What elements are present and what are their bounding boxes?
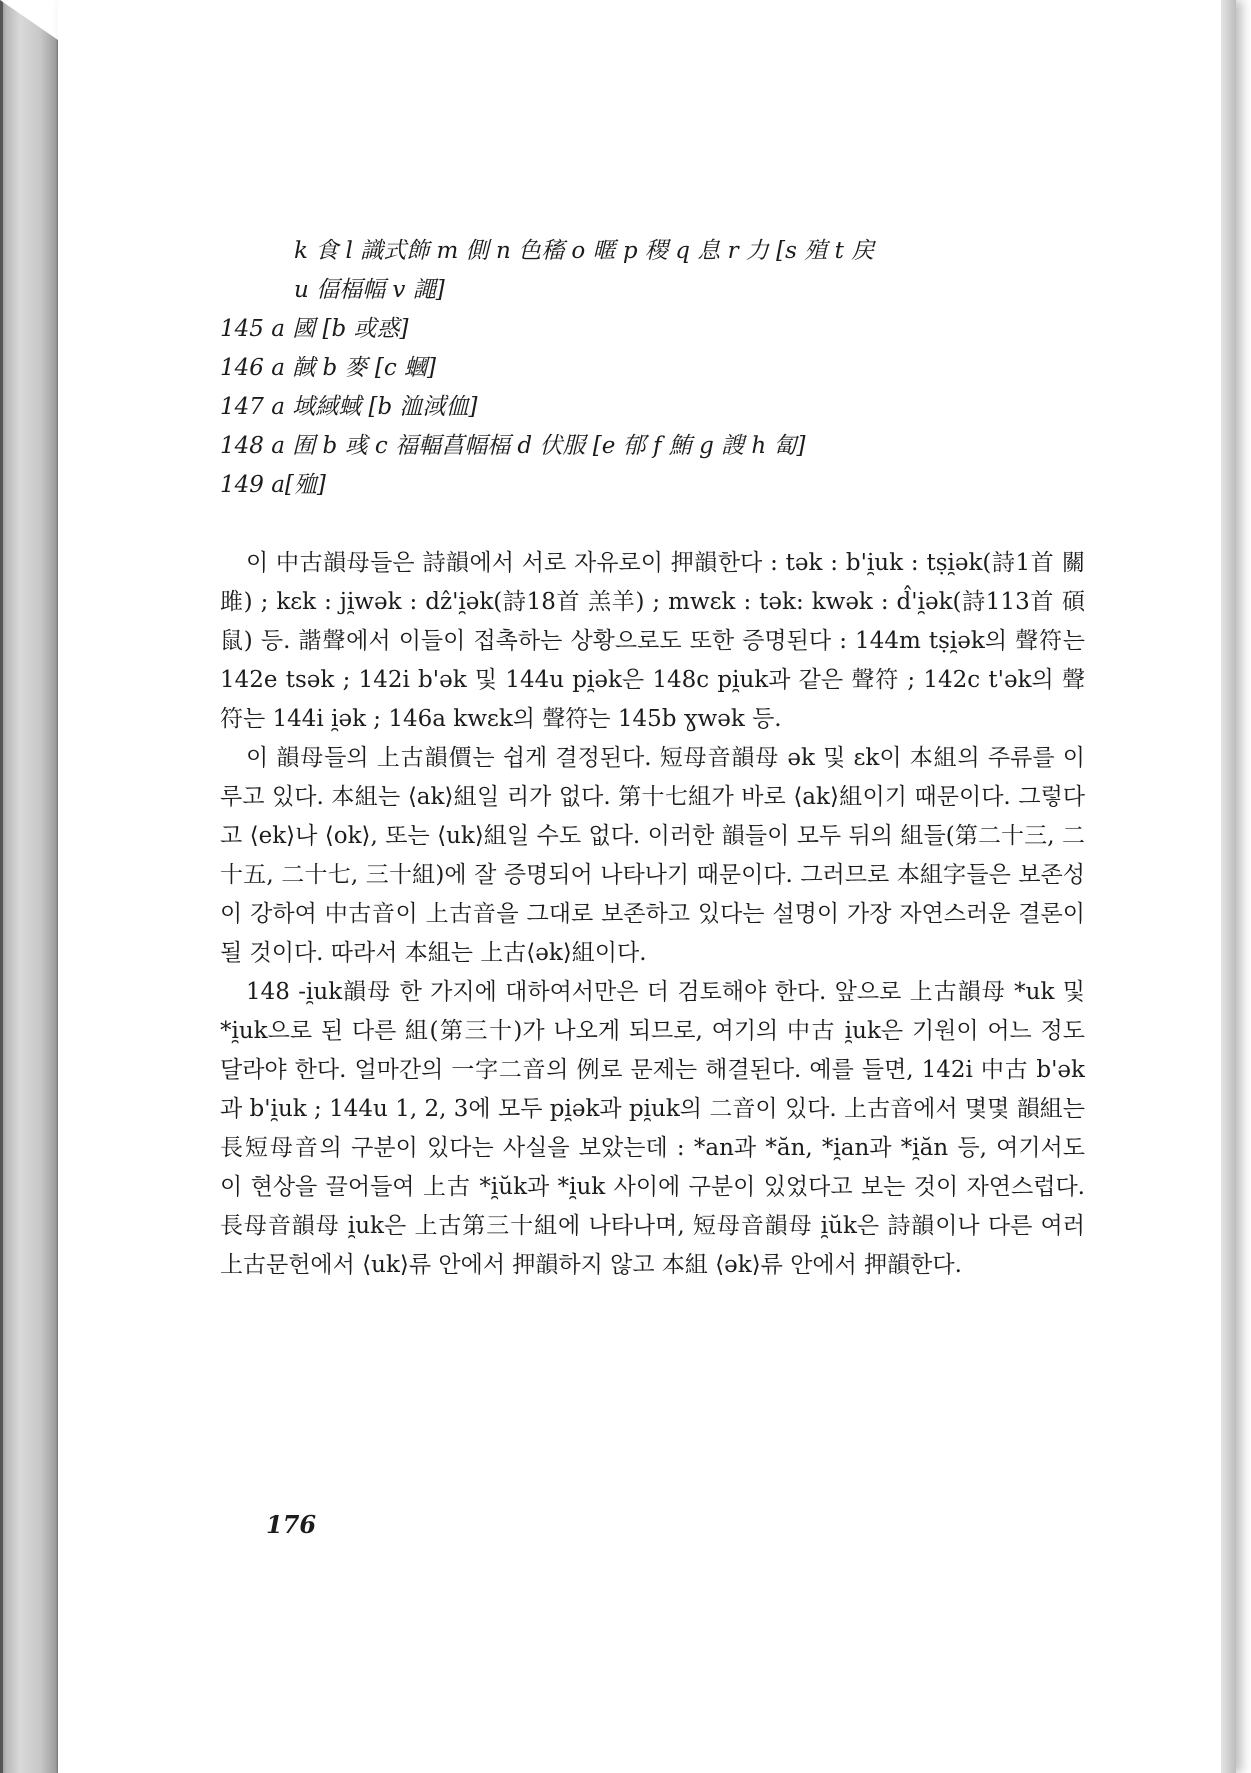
page-right-edge: [1221, 0, 1236, 1773]
page-number: 176: [266, 1510, 317, 1539]
entry-line: 147 a 域緎蜮 [b 洫淢侐]: [220, 394, 478, 420]
entry-line: 148 a 囿 b 彧 c 福輻菖幅楅 d 伏服 [e 郁 f 鮪 g 謏 h 匐]: [220, 433, 806, 459]
entry-line: k 食 l 識式飾 m 側 n 色稸 o 暱 p 稷 q 息 r 力 [s 殖 t 戻: [294, 238, 875, 264]
entry-line: u 偪楅幅 v 譝]: [294, 277, 445, 303]
entry-line: 149 a[殈]: [220, 472, 326, 498]
entry-line: 146 a 馘 b 麥 [c 蟈]: [220, 355, 437, 381]
page-content: [220, 232, 1085, 1285]
paragraph: 이 中古韻母들은 詩韻에서 서로 자유로이 押韻한다 : tək : b'i̯uk : tṣi̯ək(詩1首 關雎) ; kɛk : ji̯wək : dẑ'i̯ək(詩18首 羔羊) ; mwɛk : tək: kwək : d̂'i̯ək(詩113首 碩鼠) 등. 諧聲에서 이들이 접촉하는 상황으로도 또한 증명된다 : 144m tṣi̯ək의 聲符는 142e tsək ; 142i b'ək 및 144u pi̯ək은 148c pi̯uk과 같은 聲符 ; 142c t'ək의 聲符는 144i i̯ək ; 146a kwɛk의 聲符는 145b ɣwək 등.: [220, 550, 1085, 732]
page-stack-edge: [0, 0, 58, 1773]
entry-line: 145 a 國 [b 或惑]: [220, 316, 409, 342]
paragraph: 이 韻母들의 上古韻價는 쉽게 결정된다. 短母音韻母 ək 및 ɛk이 本組의 주류를 이루고 있다. 本組는 ⟨ak⟩組일 리가 없다. 第十七組가 바로 ⟨ak⟩組이기 때문이다. 그렇다고 ⟨ek⟩나 ⟨ok⟩, 또는 ⟨uk⟩組일 수도 없다. 이러한 韻들이 모두 뒤의 組들(第二十三, 二十五, 二十七, 三十組)에 잘 증명되어 나타나기 때문이다. 그러므로 本組字들은 보존성이 강하여 中古音이 上古音을 그대로 보존하고 있다는 설명이 가장 자연스러운 결론이 될 것이다. 따라서 本組는 上古⟨ək⟩組이다.: [220, 745, 1085, 966]
paragraph: 148 -i̯uk韻母 한 가지에 대하여서만은 더 검토해야 한다. 앞으로 上古韻母 *uk 및 *i̯uk으로 된 다른 組(第三十)가 나오게 되므로, 여기의 中古 i̯uk은 기원이 어느 정도 달라야 한다. 얼마간의 一字二音의 例로 문제는 해결된다. 예를 들면, 142i 中古 b'ək과 b'i̯uk ; 144u 1, 2, 3에 모두 pi̯ək과 pi̯uk의 二音이 있다. 上古音에서 몇몇 韻組는 長短母音의 구분이 있다는 사실을 보았는데 : *an과 *ăn, *i̯an과 *i̯ăn 등, 여기서도 이 현상을 끌어들여 上古 *i̯ŭk과 *i̯uk 사이에 구분이 있었다고 보는 것이 자연스럽다. 長母音韻母 i̯uk은 上古第三十組에 나타나며, 短母音韻母 i̯ŭk은 詩韻이나 다른 여러 上古문헌에서 ⟨uk⟩류 안에서 押韻하지 않고 本組 ⟨ək⟩류 안에서 押韻한다.: [220, 979, 1085, 1278]
